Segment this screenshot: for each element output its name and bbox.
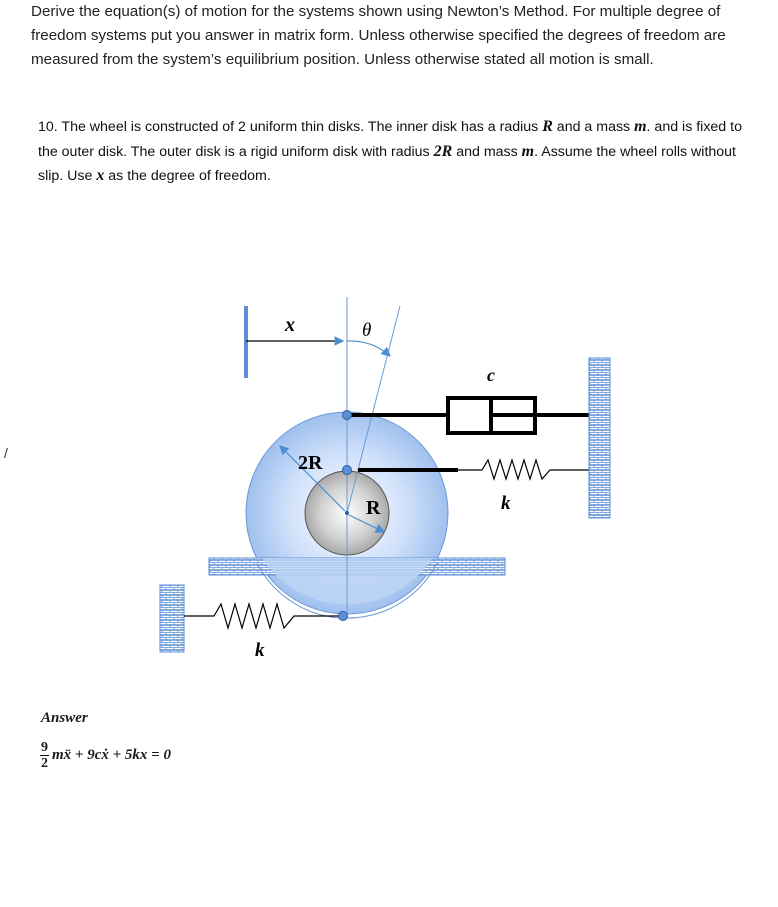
problem-text-6: as the degree of freedom.	[104, 168, 271, 184]
label-R: R	[366, 497, 381, 519]
problem-text-2: and a mass	[552, 119, 635, 135]
var-x: x	[96, 167, 105, 184]
top-attachment-point	[343, 411, 352, 420]
label-k-bottom: k	[255, 640, 265, 661]
var-m-inner: m	[634, 118, 647, 135]
var-2R: 2R	[433, 142, 453, 160]
problem-text-5: . Assume the wheel rolls without slip. Use	[38, 143, 736, 184]
margin-mark: /	[4, 445, 8, 461]
problem-text-3: . and is fixed to the outer disk. The outer disk is a rigid uniform disk with radius	[38, 119, 742, 160]
center-point	[345, 511, 349, 515]
intro-paragraph: Derive the equation(s) of motion for the systems shown using Newton’s Method. For multiple degree of freedom systems put you answer in matrix form. Unless otherwise specified the degrees of freedom are measured from the system’s equilibrium position. Unless otherwise stated all motion is small.	[31, 3, 726, 68]
var-R: R	[542, 118, 553, 135]
left-wall	[160, 585, 184, 652]
label-k-right: k	[501, 493, 511, 514]
right-wall	[589, 358, 610, 518]
problem-text-1: 10. The wheel is constructed of 2 uniform thin disks. The inner disk has a radius	[38, 119, 543, 135]
label-2R: 2R	[298, 452, 323, 474]
label-theta: θ	[362, 320, 372, 341]
fraction-numerator: 9	[41, 740, 48, 755]
answer-equation	[40, 740, 171, 771]
problem-text-4: and mass	[452, 143, 522, 160]
equation-body: mẍ + 9cẋ + 5kx = 0	[52, 747, 171, 763]
theta-arc	[347, 341, 390, 356]
label-x: x	[285, 314, 295, 336]
bottom-attachment-point	[339, 612, 348, 621]
label-c: c	[487, 365, 495, 385]
right-spring	[458, 460, 590, 479]
inner-attachment-point	[343, 466, 352, 475]
answer-fraction	[40, 740, 49, 771]
fraction-denominator: 2	[41, 756, 48, 771]
answer-label: Answer	[41, 710, 88, 726]
var-m-outer: m	[521, 142, 535, 160]
